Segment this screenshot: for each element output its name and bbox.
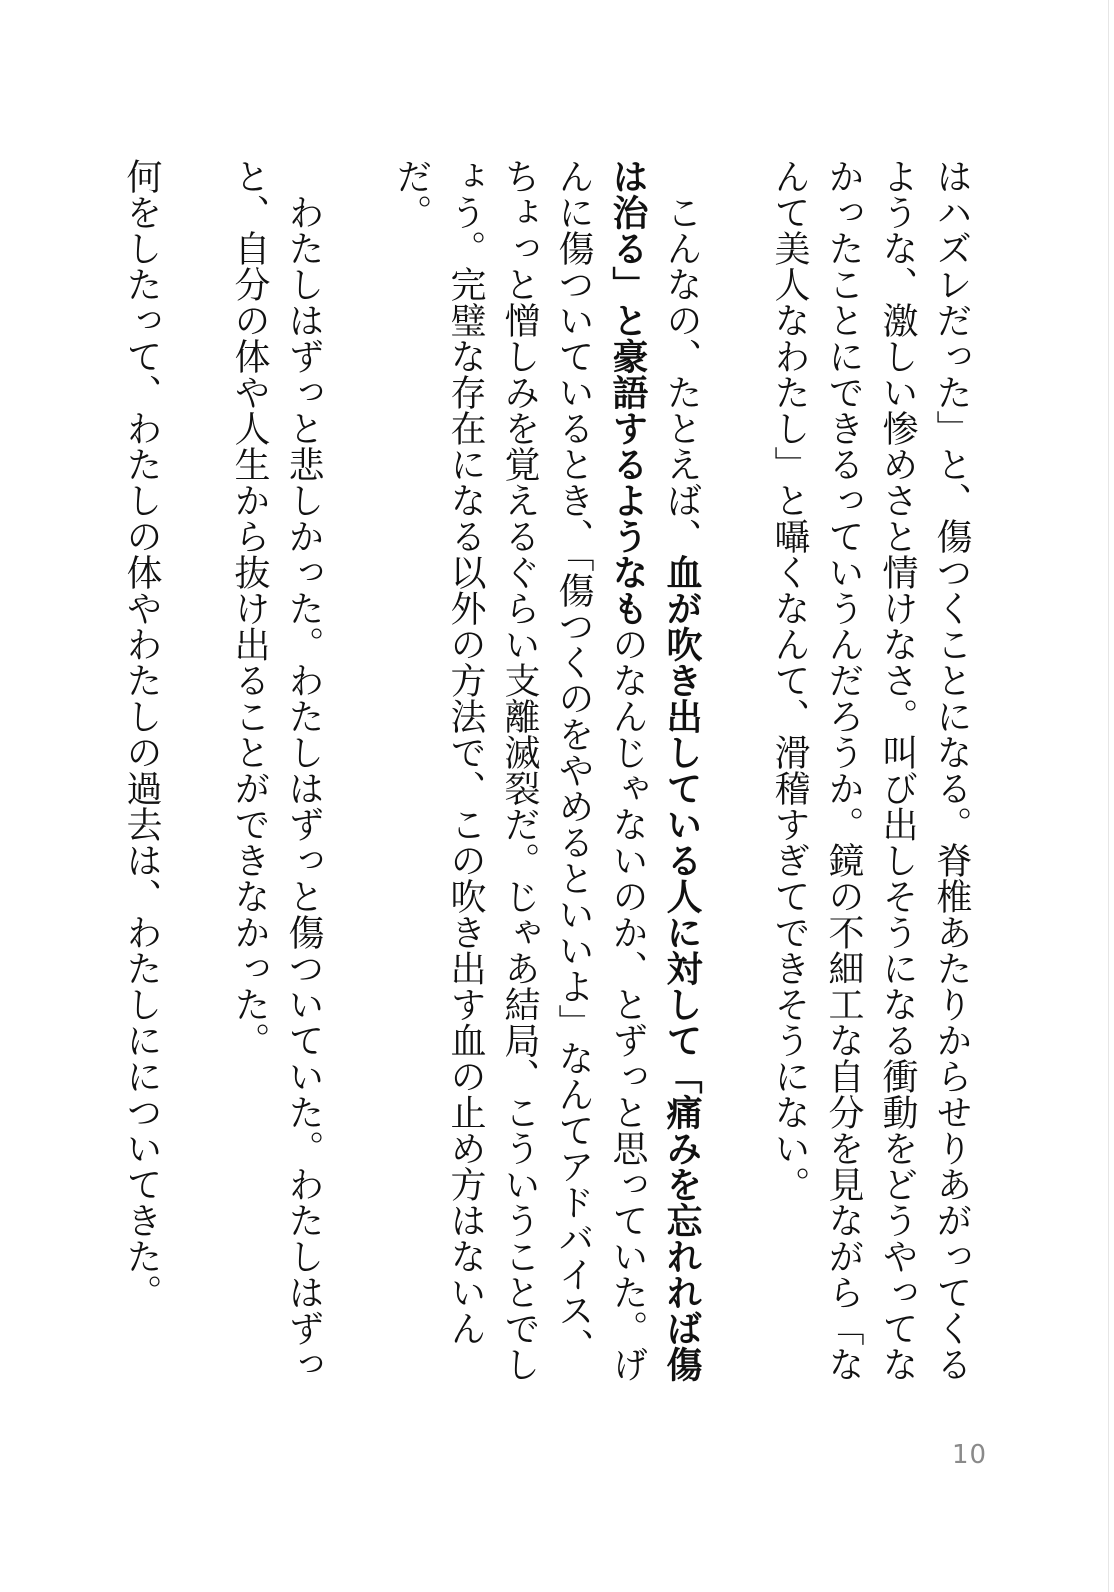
paragraph-gap [168,158,222,1398]
vertical-text-body [114,158,978,1398]
page-number: 10 [952,1440,988,1470]
paragraph-4-text: 何をしたって、わたしの体やわたしの過去は、わたしにについてきた。 [121,158,162,1310]
paragraph-gap [708,158,762,1398]
paragraph-1 [762,158,978,1398]
paragraph-1-text: はハズレだった」と、傷つくことになる。脊椎あたりからせりあがってくるような、激しい惨めさと情けなさ。叫び出しそうになる衝動をどうやってなかったことにできるっていうんだろうか。鏡の不細工な自分を見ながら「なんて美人なわたし」と囁くなんて、滑稽すぎてできそうにない。 [769,158,972,1382]
paragraph-3-text: わたしはずっと悲しかった。わたしはずっと傷ついていた。わたしはずっと、自分の体や人生から抜け出ることができなかった。 [229,158,324,1382]
paragraph-2-text-b: のなんじゃないのか、とずっと思っていた。げんに傷ついているとき、「傷つくのをやめるといいよ」なんてアドバイス、ちょっと憎しみを覚えるぐらい支離滅裂だ。じゃあ結局、こういうことでしょう。完璧な存在になる以外の方法で、この吹き出す血の止め方はないんだ。 [391,158,648,1382]
paragraph-2 [384,158,708,1398]
paragraph-4 [114,158,168,1398]
paragraph-gap [330,158,384,1398]
paragraph-3 [222,158,330,1398]
paragraph-2-bold-phrase: 血が吹き出している人に対して「痛みを忘れれば傷は治る」と豪語するようなも [607,158,702,1382]
paragraph-2-text-a: こんなの、たとえば、 [661,194,702,554]
